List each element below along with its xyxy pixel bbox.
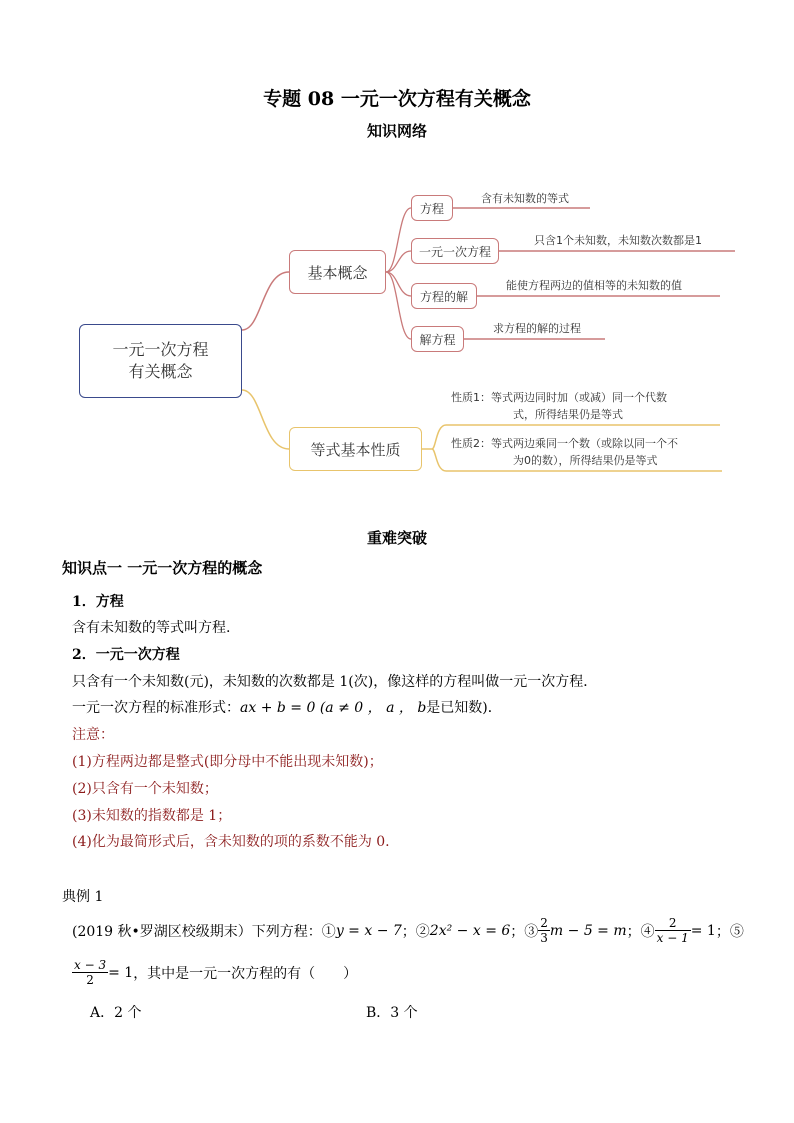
fraction-denominator: 3 xyxy=(540,931,548,945)
note-item: (4)化为最简形式后，含未知数的项的系数不能为 0. xyxy=(72,834,390,850)
page-subtitle: 知识网络 xyxy=(366,122,427,140)
node-equation-properties: 等式基本性质 xyxy=(289,427,422,471)
note-item: (2)只含有一个未知数； xyxy=(72,781,218,797)
page-title: 专题 08 一元一次方程有关概念 xyxy=(263,88,531,110)
leaf-property-1-line-2: 式，所得结果仍是等式 xyxy=(513,408,623,421)
separator: ；③ xyxy=(510,923,539,940)
section-title: 重难突破 xyxy=(366,529,427,547)
leaf-property-1-line-1: 性质1：等式两边同时加（或减）同一个代数 xyxy=(451,391,667,404)
node-basic-concepts: 基本概念 xyxy=(289,250,386,294)
node-linear-equation: 一元一次方程 xyxy=(411,238,499,264)
fraction-numerator: 2 xyxy=(655,916,691,931)
leaf-property-2-line-2: 为0的数），所得结果仍是等式 xyxy=(513,454,658,467)
equation-1: y = x − 7 xyxy=(335,922,402,939)
equation-3-rest: m − 5 = m xyxy=(549,922,627,939)
leaf-linear-desc: 只含1个未知数，未知数次数都是1 xyxy=(534,234,702,247)
knowledge-point-title: 知识点一 一元一次方程的概念 xyxy=(62,559,263,577)
node-equation-solution: 方程的解 xyxy=(411,283,477,309)
mind-map xyxy=(0,180,794,480)
note-item: (3)未知数的指数都是 1； xyxy=(72,808,232,824)
fraction-numerator: 2 xyxy=(540,916,548,930)
separator: ；④ xyxy=(626,923,655,940)
standard-form xyxy=(72,697,502,717)
mind-map-root xyxy=(79,324,242,398)
separator: ；⑤ xyxy=(715,923,744,940)
option-b[interactable]: B．3 个 xyxy=(366,1005,418,1021)
subsection-2-text: 只含有一个未知数(元)，未知数的次数都是 1(次)，像这样的方程叫做一元一次方程． xyxy=(72,674,598,690)
note-title: 注意： xyxy=(72,727,114,743)
option-a[interactable]: A．2 个 xyxy=(90,1005,142,1021)
fraction-denominator: 2 xyxy=(86,973,94,987)
note-item: (1)方程两边都是整式(即分母中不能出现未知数)； xyxy=(72,754,383,770)
fraction-denominator: x − 1 xyxy=(656,931,689,945)
root-line-2: 有关概念 xyxy=(128,362,193,381)
equation-5-fraction xyxy=(72,958,108,987)
leaf-solution-desc: 能使方程两边的值相等的未知数的值 xyxy=(506,279,682,292)
question-prefix: (2019 秋•罗湖区校级期末）下列方程：① xyxy=(72,923,336,940)
leaf-solve-desc: 求方程的解的过程 xyxy=(493,322,581,335)
equation-3-fraction xyxy=(538,916,550,945)
node-equation: 方程 xyxy=(411,195,453,221)
leaf-property-2-line-1: 性质2：等式两边乘同一个数（或除以同一个不 xyxy=(451,437,678,450)
fraction-numerator: x − 3 xyxy=(74,958,107,972)
standard-form-suffix: 是已知数)． xyxy=(426,700,502,716)
equation-2: 2x² − x = 6 xyxy=(429,922,511,939)
leaf-equation-desc: 含有未知数的等式 xyxy=(481,192,569,205)
question-suffix: ，其中是一元一次方程的有（ ） xyxy=(133,965,358,982)
equation-4-rest: = 1 xyxy=(690,922,716,939)
example-question-line-1 xyxy=(72,916,744,945)
subsection-1-text: 含有未知数的等式叫方程. xyxy=(72,620,231,636)
example-title: 典例 1 xyxy=(62,889,104,905)
equation-5-rest: = 1 xyxy=(108,964,134,981)
separator: ；② xyxy=(401,923,430,940)
example-question-line-2 xyxy=(72,958,357,987)
root-line-1: 一元一次方程 xyxy=(112,340,209,359)
subsection-1-title: 1．方程 xyxy=(72,594,124,610)
node-solve-equation: 解方程 xyxy=(411,326,464,352)
subsection-2-title: 2．一元一次方程 xyxy=(72,647,180,663)
equation-4-fraction xyxy=(655,916,691,945)
standard-form-formula: ax + b = 0 (a ≠ 0 ， a ， b xyxy=(240,700,427,716)
standard-form-prefix: 一元一次方程的标准形式： xyxy=(72,700,240,716)
